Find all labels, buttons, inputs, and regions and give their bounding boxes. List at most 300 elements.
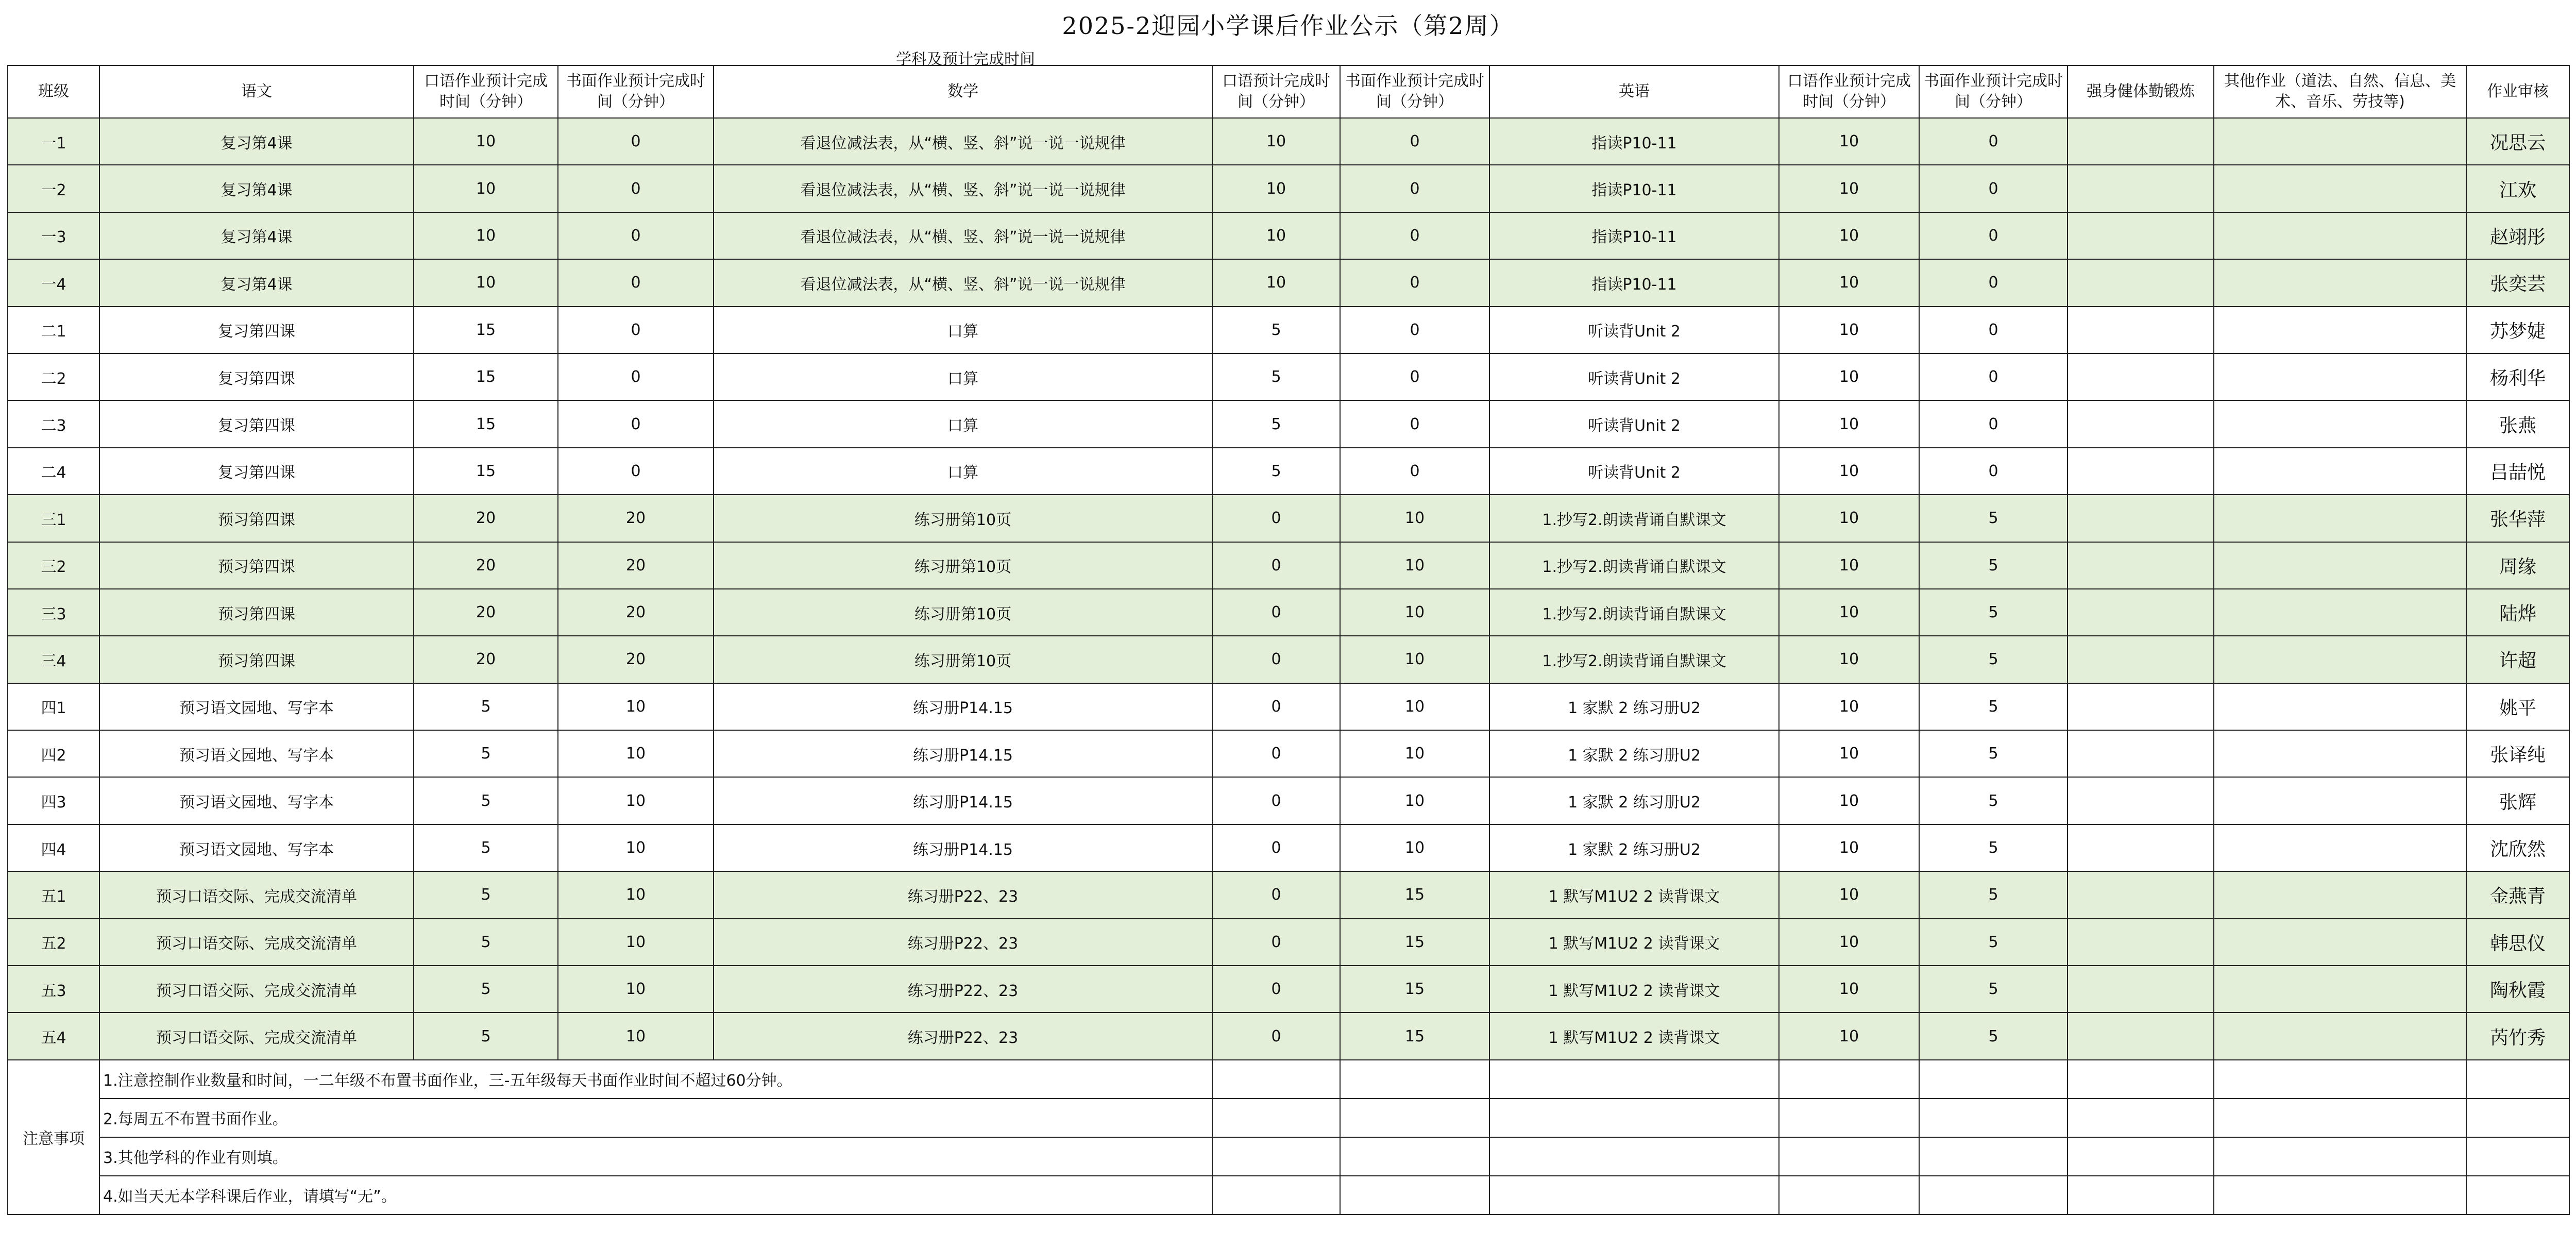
header-english[interactable]: 英语 — [1489, 65, 1779, 118]
cell-math-written-time[interactable]: 10 — [1340, 495, 1489, 542]
cell-english-written-time[interactable]: 5 — [1919, 542, 2067, 589]
cell-review-teacher[interactable]: 张译纯 — [2466, 730, 2569, 777]
cell-review-teacher[interactable]: 况思云 — [2466, 118, 2569, 165]
cell-math-oral-time[interactable]: 10 — [1212, 118, 1340, 165]
cell-review-teacher[interactable]: 张华萍 — [2466, 495, 2569, 542]
cell-english-oral-time[interactable]: 10 — [1779, 165, 1919, 212]
cell-english-oral-time[interactable]: 10 — [1779, 212, 1919, 259]
empty-cell[interactable] — [2466, 1137, 2569, 1176]
cell-english-oral-time[interactable]: 10 — [1779, 542, 1919, 589]
cell-chinese-written-time[interactable]: 10 — [558, 919, 714, 966]
cell-english-oral-time[interactable]: 10 — [1779, 824, 1919, 871]
cell-chinese-written-time[interactable]: 20 — [558, 495, 714, 542]
header-review[interactable]: 作业审核 — [2466, 65, 2569, 118]
empty-cell[interactable] — [1489, 1176, 1779, 1215]
cell-english-written-time[interactable]: 0 — [1919, 448, 2067, 495]
cell-english[interactable]: 听读背Unit 2 — [1489, 400, 1779, 447]
cell-english-written-time[interactable]: 0 — [1919, 353, 2067, 400]
cell-english-written-time[interactable]: 0 — [1919, 400, 2067, 447]
cell-math-oral-time[interactable]: 0 — [1212, 919, 1340, 966]
empty-cell[interactable] — [2466, 1176, 2569, 1215]
cell-class[interactable]: 一3 — [8, 212, 99, 259]
cell-other[interactable] — [2214, 589, 2466, 636]
cell-math-oral-time[interactable]: 0 — [1212, 777, 1340, 824]
cell-class[interactable]: 三4 — [8, 636, 99, 683]
cell-math-oral-time[interactable]: 0 — [1212, 824, 1340, 871]
header-other[interactable]: 其他作业（道法、自然、信息、美术、音乐、劳技等) — [2214, 65, 2466, 118]
empty-cell[interactable] — [2067, 1137, 2214, 1176]
cell-chinese-written-time[interactable]: 10 — [558, 1013, 714, 1059]
cell-english-written-time[interactable]: 5 — [1919, 824, 2067, 871]
note-text[interactable]: 4.如当天无本学科课后作业，请填写“无”。 — [99, 1176, 1212, 1215]
cell-english[interactable]: 指读P10-11 — [1489, 165, 1779, 212]
cell-exercise[interactable] — [2067, 259, 2214, 306]
cell-math-oral-time[interactable]: 10 — [1212, 212, 1340, 259]
empty-cell[interactable] — [2067, 1099, 2214, 1137]
cell-chinese-oral-time[interactable]: 5 — [414, 730, 558, 777]
cell-chinese[interactable]: 预习口语交际、完成交流清单 — [99, 1013, 414, 1059]
cell-english-oral-time[interactable]: 10 — [1779, 966, 1919, 1013]
empty-cell[interactable] — [2067, 1060, 2214, 1099]
cell-chinese-oral-time[interactable]: 15 — [414, 353, 558, 400]
header-math-oral-time[interactable]: 口语预计完成时间（分钟） — [1212, 65, 1340, 118]
cell-english[interactable]: 听读背Unit 2 — [1489, 353, 1779, 400]
cell-review-teacher[interactable]: 芮竹秀 — [2466, 1013, 2569, 1059]
cell-math[interactable]: 练习册第10页 — [714, 589, 1212, 636]
cell-other[interactable] — [2214, 165, 2466, 212]
cell-english-oral-time[interactable]: 10 — [1779, 589, 1919, 636]
cell-review-teacher[interactable]: 张燕 — [2466, 400, 2569, 447]
cell-chinese-written-time[interactable]: 0 — [558, 307, 714, 353]
cell-english-written-time[interactable]: 5 — [1919, 683, 2067, 730]
cell-chinese-oral-time[interactable]: 15 — [414, 400, 558, 447]
empty-cell[interactable] — [1340, 1137, 1489, 1176]
cell-review-teacher[interactable]: 杨利华 — [2466, 353, 2569, 400]
cell-review-teacher[interactable]: 周缘 — [2466, 542, 2569, 589]
cell-chinese[interactable]: 复习第4课 — [99, 259, 414, 306]
cell-chinese[interactable]: 复习第四课 — [99, 353, 414, 400]
cell-exercise[interactable] — [2067, 400, 2214, 447]
cell-chinese[interactable]: 复习第四课 — [99, 400, 414, 447]
cell-review-teacher[interactable]: 江欢 — [2466, 165, 2569, 212]
cell-exercise[interactable] — [2067, 636, 2214, 683]
cell-english-written-time[interactable]: 5 — [1919, 589, 2067, 636]
cell-class[interactable]: 二3 — [8, 400, 99, 447]
cell-math-written-time[interactable]: 10 — [1340, 589, 1489, 636]
cell-math[interactable]: 看退位减法表，从“横、竖、斜”说一说一说规律 — [714, 118, 1212, 165]
cell-class[interactable]: 五2 — [8, 919, 99, 966]
cell-english[interactable]: 1 默写M1U2 2 读背课文 — [1489, 966, 1779, 1013]
cell-other[interactable] — [2214, 1013, 2466, 1059]
cell-review-teacher[interactable]: 陆烨 — [2466, 589, 2569, 636]
cell-other[interactable] — [2214, 777, 2466, 824]
cell-chinese-written-time[interactable]: 20 — [558, 589, 714, 636]
cell-math-written-time[interactable]: 15 — [1340, 966, 1489, 1013]
note-text[interactable]: 2.每周五不布置书面作业。 — [99, 1099, 1212, 1137]
cell-chinese-oral-time[interactable]: 5 — [414, 824, 558, 871]
cell-chinese-oral-time[interactable]: 5 — [414, 1013, 558, 1059]
cell-english-written-time[interactable]: 5 — [1919, 966, 2067, 1013]
cell-math[interactable]: 练习册P22、23 — [714, 1013, 1212, 1059]
cell-chinese-oral-time[interactable]: 5 — [414, 871, 558, 918]
cell-chinese[interactable]: 预习口语交际、完成交流清单 — [99, 966, 414, 1013]
note-text[interactable]: 1.注意控制作业数量和时间，一二年级不布置书面作业，三-五年级每天书面作业时间不超过60分钟。 — [99, 1060, 1212, 1099]
cell-math[interactable]: 练习册第10页 — [714, 542, 1212, 589]
cell-chinese-oral-time[interactable]: 20 — [414, 495, 558, 542]
cell-exercise[interactable] — [2067, 824, 2214, 871]
cell-english-written-time[interactable]: 5 — [1919, 777, 2067, 824]
cell-exercise[interactable] — [2067, 919, 2214, 966]
empty-cell[interactable] — [1212, 1060, 1340, 1099]
cell-other[interactable] — [2214, 400, 2466, 447]
empty-cell[interactable] — [2214, 1176, 2466, 1215]
cell-class[interactable]: 一4 — [8, 259, 99, 306]
cell-english[interactable]: 1 家默 2 练习册U2 — [1489, 824, 1779, 871]
cell-chinese-oral-time[interactable]: 5 — [414, 966, 558, 1013]
cell-class[interactable]: 四3 — [8, 777, 99, 824]
cell-chinese[interactable]: 预习语文园地、写字本 — [99, 824, 414, 871]
cell-english-oral-time[interactable]: 10 — [1779, 307, 1919, 353]
cell-math[interactable]: 练习册P14.15 — [714, 683, 1212, 730]
cell-english-written-time[interactable]: 5 — [1919, 495, 2067, 542]
cell-exercise[interactable] — [2067, 307, 2214, 353]
cell-english[interactable]: 1.抄写2.朗读背诵自默课文 — [1489, 589, 1779, 636]
cell-chinese[interactable]: 复习第四课 — [99, 448, 414, 495]
cell-exercise[interactable] — [2067, 589, 2214, 636]
cell-math-oral-time[interactable]: 5 — [1212, 448, 1340, 495]
cell-math-oral-time[interactable]: 0 — [1212, 683, 1340, 730]
header-exercise[interactable]: 强身健体勤锻炼 — [2067, 65, 2214, 118]
cell-math-written-time[interactable]: 0 — [1340, 165, 1489, 212]
cell-chinese-written-time[interactable]: 0 — [558, 118, 714, 165]
cell-chinese-written-time[interactable]: 10 — [558, 871, 714, 918]
cell-chinese-oral-time[interactable]: 20 — [414, 636, 558, 683]
cell-english-oral-time[interactable]: 10 — [1779, 730, 1919, 777]
cell-math-written-time[interactable]: 10 — [1340, 542, 1489, 589]
note-text[interactable]: 3.其他学科的作业有则填。 — [99, 1137, 1212, 1176]
cell-english-written-time[interactable]: 5 — [1919, 730, 2067, 777]
cell-class[interactable]: 二1 — [8, 307, 99, 353]
cell-math-written-time[interactable]: 0 — [1340, 212, 1489, 259]
empty-cell[interactable] — [1919, 1176, 2067, 1215]
cell-english-oral-time[interactable]: 10 — [1779, 400, 1919, 447]
cell-exercise[interactable] — [2067, 777, 2214, 824]
cell-chinese-oral-time[interactable]: 10 — [414, 118, 558, 165]
cell-english[interactable]: 1 默写M1U2 2 读背课文 — [1489, 919, 1779, 966]
cell-class[interactable]: 五1 — [8, 871, 99, 918]
header-english-written-time[interactable]: 书面作业预计完成时间（分钟） — [1919, 65, 2067, 118]
cell-exercise[interactable] — [2067, 1013, 2214, 1059]
cell-math-written-time[interactable]: 10 — [1340, 824, 1489, 871]
cell-english-oral-time[interactable]: 10 — [1779, 636, 1919, 683]
header-english-oral-time[interactable]: 口语作业预计完成时间（分钟） — [1779, 65, 1919, 118]
cell-math-oral-time[interactable]: 0 — [1212, 1013, 1340, 1059]
cell-math-oral-time[interactable]: 10 — [1212, 259, 1340, 306]
empty-cell[interactable] — [1489, 1137, 1779, 1176]
cell-chinese-oral-time[interactable]: 5 — [414, 683, 558, 730]
cell-math-written-time[interactable]: 0 — [1340, 400, 1489, 447]
cell-class[interactable]: 三1 — [8, 495, 99, 542]
cell-math[interactable]: 口算 — [714, 448, 1212, 495]
cell-english-written-time[interactable]: 5 — [1919, 636, 2067, 683]
header-math[interactable]: 数学 — [714, 65, 1212, 118]
cell-other[interactable] — [2214, 307, 2466, 353]
cell-other[interactable] — [2214, 212, 2466, 259]
cell-class[interactable]: 二2 — [8, 353, 99, 400]
empty-cell[interactable] — [1340, 1176, 1489, 1215]
cell-english[interactable]: 1.抄写2.朗读背诵自默课文 — [1489, 542, 1779, 589]
cell-english-written-time[interactable]: 5 — [1919, 919, 2067, 966]
empty-cell[interactable] — [1340, 1099, 1489, 1137]
cell-chinese[interactable]: 预习语文园地、写字本 — [99, 683, 414, 730]
cell-english[interactable]: 1 家默 2 练习册U2 — [1489, 730, 1779, 777]
cell-math-oral-time[interactable]: 0 — [1212, 966, 1340, 1013]
cell-english-written-time[interactable]: 5 — [1919, 871, 2067, 918]
empty-cell[interactable] — [1212, 1176, 1340, 1215]
cell-chinese-oral-time[interactable]: 15 — [414, 307, 558, 353]
empty-cell[interactable] — [1779, 1099, 1919, 1137]
cell-math-oral-time[interactable]: 0 — [1212, 542, 1340, 589]
cell-english[interactable]: 指读P10-11 — [1489, 118, 1779, 165]
cell-other[interactable] — [2214, 353, 2466, 400]
cell-math-written-time[interactable]: 10 — [1340, 730, 1489, 777]
cell-other[interactable] — [2214, 966, 2466, 1013]
cell-math[interactable]: 练习册P22、23 — [714, 966, 1212, 1013]
cell-math[interactable]: 练习册第10页 — [714, 636, 1212, 683]
cell-english-written-time[interactable]: 0 — [1919, 307, 2067, 353]
cell-math-oral-time[interactable]: 5 — [1212, 353, 1340, 400]
cell-math-oral-time[interactable]: 5 — [1212, 400, 1340, 447]
cell-math-written-time[interactable]: 0 — [1340, 118, 1489, 165]
cell-review-teacher[interactable]: 张奕芸 — [2466, 259, 2569, 306]
cell-math[interactable]: 看退位减法表，从“横、竖、斜”说一说一说规律 — [714, 259, 1212, 306]
cell-english-oral-time[interactable]: 10 — [1779, 495, 1919, 542]
cell-english[interactable]: 1.抄写2.朗读背诵自默课文 — [1489, 636, 1779, 683]
notes-label[interactable]: 注意事项 — [8, 1060, 99, 1215]
sheet-subtitle[interactable]: 学科及预计完成时间 — [896, 50, 1035, 69]
cell-math-written-time[interactable]: 10 — [1340, 777, 1489, 824]
cell-class[interactable]: 一2 — [8, 165, 99, 212]
cell-other[interactable] — [2214, 730, 2466, 777]
cell-chinese[interactable]: 复习第4课 — [99, 118, 414, 165]
cell-chinese-oral-time[interactable]: 5 — [414, 919, 558, 966]
cell-chinese-written-time[interactable]: 10 — [558, 730, 714, 777]
cell-english-oral-time[interactable]: 10 — [1779, 777, 1919, 824]
empty-cell[interactable] — [1212, 1137, 1340, 1176]
cell-english[interactable]: 指读P10-11 — [1489, 212, 1779, 259]
cell-exercise[interactable] — [2067, 448, 2214, 495]
cell-math[interactable]: 口算 — [714, 400, 1212, 447]
cell-english[interactable]: 听读背Unit 2 — [1489, 448, 1779, 495]
empty-cell[interactable] — [2214, 1060, 2466, 1099]
cell-math-oral-time[interactable]: 10 — [1212, 165, 1340, 212]
header-math-written-time[interactable]: 书面作业预计完成时间（分钟） — [1340, 65, 1489, 118]
cell-exercise[interactable] — [2067, 542, 2214, 589]
cell-exercise[interactable] — [2067, 730, 2214, 777]
empty-cell[interactable] — [2214, 1099, 2466, 1137]
cell-exercise[interactable] — [2067, 165, 2214, 212]
cell-english[interactable]: 1 家默 2 练习册U2 — [1489, 777, 1779, 824]
cell-exercise[interactable] — [2067, 118, 2214, 165]
cell-chinese-oral-time[interactable]: 5 — [414, 777, 558, 824]
cell-math-written-time[interactable]: 0 — [1340, 307, 1489, 353]
cell-english-oral-time[interactable]: 10 — [1779, 353, 1919, 400]
cell-exercise[interactable] — [2067, 683, 2214, 730]
cell-math-oral-time[interactable]: 0 — [1212, 589, 1340, 636]
cell-math-written-time[interactable]: 10 — [1340, 636, 1489, 683]
cell-chinese-written-time[interactable]: 20 — [558, 636, 714, 683]
cell-other[interactable] — [2214, 495, 2466, 542]
cell-english-oral-time[interactable]: 10 — [1779, 871, 1919, 918]
cell-math-written-time[interactable]: 0 — [1340, 353, 1489, 400]
empty-cell[interactable] — [1919, 1060, 2067, 1099]
cell-chinese-written-time[interactable]: 10 — [558, 966, 714, 1013]
cell-math-oral-time[interactable]: 0 — [1212, 495, 1340, 542]
cell-math-written-time[interactable]: 0 — [1340, 448, 1489, 495]
cell-class[interactable]: 三2 — [8, 542, 99, 589]
cell-math[interactable]: 看退位减法表，从“横、竖、斜”说一说一说规律 — [714, 165, 1212, 212]
cell-chinese-written-time[interactable]: 10 — [558, 824, 714, 871]
cell-english-written-time[interactable]: 0 — [1919, 118, 2067, 165]
cell-chinese[interactable]: 预习语文园地、写字本 — [99, 730, 414, 777]
cell-math[interactable]: 看退位减法表，从“横、竖、斜”说一说一说规律 — [714, 212, 1212, 259]
cell-chinese-oral-time[interactable]: 20 — [414, 589, 558, 636]
cell-chinese-written-time[interactable]: 0 — [558, 400, 714, 447]
cell-other[interactable] — [2214, 259, 2466, 306]
cell-math-oral-time[interactable]: 0 — [1212, 871, 1340, 918]
empty-cell[interactable] — [2466, 1060, 2569, 1099]
cell-chinese-oral-time[interactable]: 15 — [414, 448, 558, 495]
empty-cell[interactable] — [1919, 1099, 2067, 1137]
cell-math-oral-time[interactable]: 0 — [1212, 730, 1340, 777]
cell-math[interactable]: 口算 — [714, 353, 1212, 400]
cell-exercise[interactable] — [2067, 871, 2214, 918]
cell-other[interactable] — [2214, 683, 2466, 730]
cell-chinese-written-time[interactable]: 10 — [558, 777, 714, 824]
cell-chinese[interactable]: 预习第四课 — [99, 542, 414, 589]
cell-math-written-time[interactable]: 10 — [1340, 683, 1489, 730]
cell-math-written-time[interactable]: 0 — [1340, 259, 1489, 306]
cell-english-oral-time[interactable]: 10 — [1779, 1013, 1919, 1059]
cell-chinese[interactable]: 复习第4课 — [99, 212, 414, 259]
cell-exercise[interactable] — [2067, 966, 2214, 1013]
cell-chinese[interactable]: 预习口语交际、完成交流清单 — [99, 919, 414, 966]
cell-chinese[interactable]: 预习第四课 — [99, 589, 414, 636]
cell-chinese-written-time[interactable]: 0 — [558, 448, 714, 495]
cell-chinese-written-time[interactable]: 0 — [558, 259, 714, 306]
header-chinese-written-time[interactable]: 书面作业预计完成时间（分钟） — [558, 65, 714, 118]
cell-chinese[interactable]: 预习第四课 — [99, 495, 414, 542]
cell-class[interactable]: 二4 — [8, 448, 99, 495]
cell-chinese-written-time[interactable]: 0 — [558, 353, 714, 400]
cell-english[interactable]: 1 默写M1U2 2 读背课文 — [1489, 1013, 1779, 1059]
cell-math[interactable]: 练习册P14.15 — [714, 824, 1212, 871]
empty-cell[interactable] — [1779, 1137, 1919, 1176]
cell-math-written-time[interactable]: 15 — [1340, 919, 1489, 966]
cell-english-written-time[interactable]: 0 — [1919, 212, 2067, 259]
header-class[interactable]: 班级 — [8, 65, 99, 118]
header-chinese[interactable]: 语文 — [99, 65, 414, 118]
cell-chinese[interactable]: 复习第四课 — [99, 307, 414, 353]
cell-review-teacher[interactable]: 韩思仪 — [2466, 919, 2569, 966]
empty-cell[interactable] — [2214, 1137, 2466, 1176]
cell-chinese-oral-time[interactable]: 10 — [414, 259, 558, 306]
cell-math-oral-time[interactable]: 5 — [1212, 307, 1340, 353]
cell-english-written-time[interactable]: 5 — [1919, 1013, 2067, 1059]
empty-cell[interactable] — [1212, 1099, 1340, 1137]
cell-review-teacher[interactable]: 沈欣然 — [2466, 824, 2569, 871]
cell-other[interactable] — [2214, 542, 2466, 589]
cell-english[interactable]: 1 家默 2 练习册U2 — [1489, 683, 1779, 730]
cell-english-written-time[interactable]: 0 — [1919, 165, 2067, 212]
cell-chinese-written-time[interactable]: 20 — [558, 542, 714, 589]
cell-chinese-written-time[interactable]: 0 — [558, 212, 714, 259]
cell-review-teacher[interactable]: 许超 — [2466, 636, 2569, 683]
cell-class[interactable]: 五4 — [8, 1013, 99, 1059]
cell-english-oral-time[interactable]: 10 — [1779, 683, 1919, 730]
header-chinese-oral-time[interactable]: 口语作业预计完成时间（分钟） — [414, 65, 558, 118]
cell-math[interactable]: 练习册P14.15 — [714, 777, 1212, 824]
cell-chinese[interactable]: 复习第4课 — [99, 165, 414, 212]
cell-other[interactable] — [2214, 871, 2466, 918]
cell-english-oral-time[interactable]: 10 — [1779, 448, 1919, 495]
sheet-title[interactable]: 2025-2迎园小学课后作业公示（第2周） — [1062, 12, 1514, 40]
cell-exercise[interactable] — [2067, 212, 2214, 259]
cell-math[interactable]: 练习册第10页 — [714, 495, 1212, 542]
cell-english-oral-time[interactable]: 10 — [1779, 919, 1919, 966]
empty-cell[interactable] — [2466, 1099, 2569, 1137]
cell-class[interactable]: 三3 — [8, 589, 99, 636]
cell-english-written-time[interactable]: 0 — [1919, 259, 2067, 306]
empty-cell[interactable] — [2067, 1176, 2214, 1215]
cell-chinese[interactable]: 预习第四课 — [99, 636, 414, 683]
cell-exercise[interactable] — [2067, 495, 2214, 542]
cell-review-teacher[interactable]: 吕喆悦 — [2466, 448, 2569, 495]
cell-class[interactable]: 四2 — [8, 730, 99, 777]
cell-other[interactable] — [2214, 118, 2466, 165]
cell-chinese[interactable]: 预习语文园地、写字本 — [99, 777, 414, 824]
cell-math[interactable]: 练习册P22、23 — [714, 919, 1212, 966]
cell-english-oral-time[interactable]: 10 — [1779, 259, 1919, 306]
cell-class[interactable]: 五3 — [8, 966, 99, 1013]
cell-chinese-oral-time[interactable]: 10 — [414, 165, 558, 212]
empty-cell[interactable] — [1489, 1060, 1779, 1099]
cell-review-teacher[interactable]: 赵翊彤 — [2466, 212, 2569, 259]
cell-review-teacher[interactable]: 张辉 — [2466, 777, 2569, 824]
cell-math-written-time[interactable]: 15 — [1340, 1013, 1489, 1059]
cell-english[interactable]: 听读背Unit 2 — [1489, 307, 1779, 353]
empty-cell[interactable] — [1779, 1176, 1919, 1215]
cell-math[interactable]: 口算 — [714, 307, 1212, 353]
cell-chinese-written-time[interactable]: 10 — [558, 683, 714, 730]
cell-english[interactable]: 1 默写M1U2 2 读背课文 — [1489, 871, 1779, 918]
cell-other[interactable] — [2214, 448, 2466, 495]
cell-math-written-time[interactable]: 15 — [1340, 871, 1489, 918]
cell-english[interactable]: 1.抄写2.朗读背诵自默课文 — [1489, 495, 1779, 542]
cell-math[interactable]: 练习册P14.15 — [714, 730, 1212, 777]
cell-other[interactable] — [2214, 824, 2466, 871]
cell-review-teacher[interactable]: 姚平 — [2466, 683, 2569, 730]
cell-english-oral-time[interactable]: 10 — [1779, 118, 1919, 165]
cell-chinese-written-time[interactable]: 0 — [558, 165, 714, 212]
cell-chinese-oral-time[interactable]: 10 — [414, 212, 558, 259]
cell-chinese-oral-time[interactable]: 20 — [414, 542, 558, 589]
cell-class[interactable]: 四1 — [8, 683, 99, 730]
cell-math-oral-time[interactable]: 0 — [1212, 636, 1340, 683]
cell-english[interactable]: 指读P10-11 — [1489, 259, 1779, 306]
cell-review-teacher[interactable]: 陶秋霞 — [2466, 966, 2569, 1013]
cell-math[interactable]: 练习册P22、23 — [714, 871, 1212, 918]
